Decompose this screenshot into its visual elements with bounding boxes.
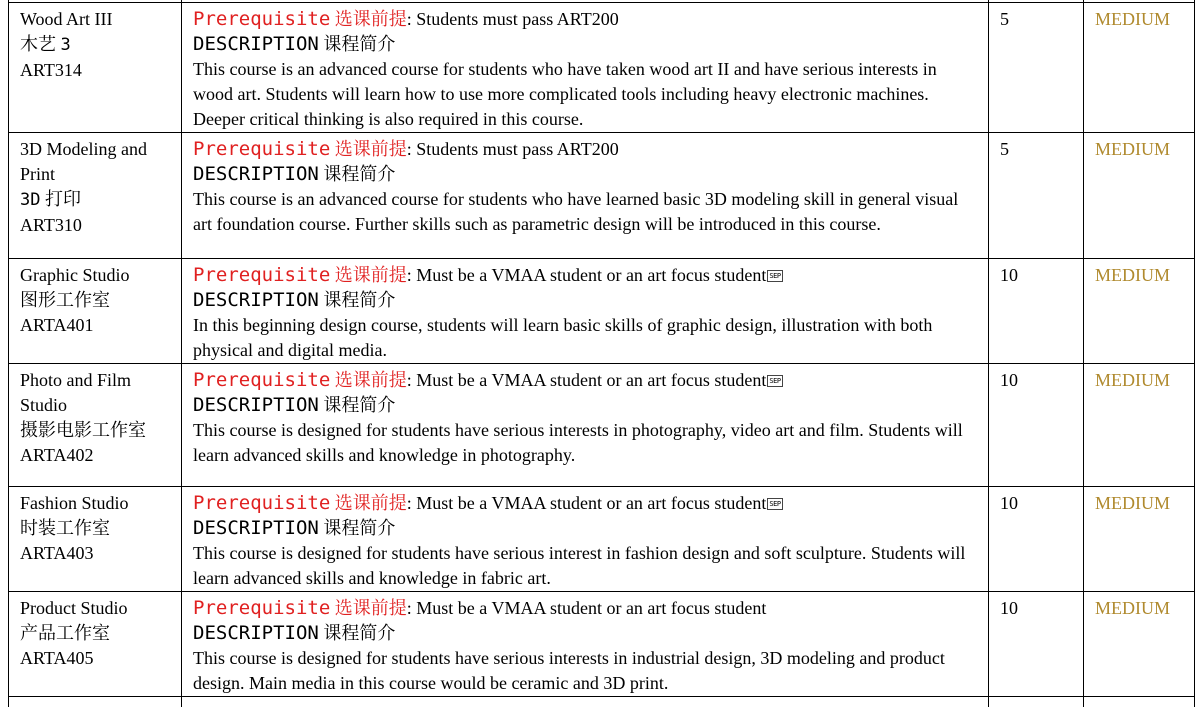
course-name-cell (9, 364, 182, 487)
course-name-en-cont: Studio (20, 393, 171, 418)
prerequisite-label-cn: 选课前提 (335, 493, 407, 513)
course-level: MEDIUM (1084, 487, 1195, 592)
course-name-cell (9, 259, 182, 364)
prerequisite-label: Prerequisite (193, 369, 330, 391)
description-heading: DESCRIPTION 课程简介 (193, 32, 978, 57)
prerequisite-text: : Must be a VMAA student or an art focus student (407, 598, 767, 618)
course-detail-cell (182, 364, 989, 487)
course-table (8, 0, 1195, 707)
course-code: ARTA405 (20, 646, 171, 671)
description-text: This course is designed for students have serious interests in industrial design, 3D modeling and product design. Main media in this course would be ceramic and 3D print. (193, 646, 978, 696)
prerequisite-line (193, 596, 978, 621)
course-detail-cell (182, 133, 989, 259)
sep-glyph-icon: SEP (767, 270, 782, 282)
course-detail-cell (182, 3, 989, 133)
course-name-cn: 摄影电影工作室 (20, 418, 171, 443)
course-name-cn: 3D 打印 (20, 187, 171, 213)
course-name-cn: 产品工作室 (20, 621, 171, 646)
prerequisite-label-cn: 选课前提 (335, 9, 407, 29)
course-name-cell (9, 3, 182, 133)
description-heading: DESCRIPTION 课程简介 (193, 621, 978, 646)
table-row (9, 364, 1195, 487)
course-name-en: Wood Art III (20, 7, 171, 32)
course-name-cell (9, 133, 182, 259)
prerequisite-label-cn: 选课前提 (335, 598, 407, 618)
description-heading: DESCRIPTION 课程简介 (193, 516, 978, 541)
prerequisite-label: Prerequisite (193, 138, 330, 160)
table-row-cut-bottom (9, 697, 1195, 707)
prerequisite-label: Prerequisite (193, 8, 330, 30)
course-name-cn: 木艺 3 (20, 32, 171, 58)
prerequisite-line (193, 368, 978, 393)
course-name-en-cont: Print (20, 162, 171, 187)
course-name-en: Graphic Studio (20, 263, 171, 288)
prerequisite-label: Prerequisite (193, 492, 330, 514)
prerequisite-line (193, 7, 978, 32)
prerequisite-text: : Students must pass ART200 (407, 9, 619, 29)
prerequisite-text: : Must be a VMAA student or an art focus student (407, 265, 767, 285)
description-heading: DESCRIPTION 课程简介 (193, 288, 978, 313)
description-text: This course is designed for students have serious interest in fashion design and soft sculpture. Students will learn advanced skills and knowledge in fabric art. (193, 541, 978, 591)
course-credits: 5 (989, 133, 1084, 259)
prerequisite-label: Prerequisite (193, 264, 330, 286)
course-name-cell (9, 592, 182, 697)
course-code: ARTA402 (20, 443, 171, 468)
prerequisite-text: : Students must pass ART200 (407, 139, 619, 159)
course-name-cn: 时装工作室 (20, 516, 171, 541)
course-level: MEDIUM (1084, 592, 1195, 697)
prerequisite-line (193, 491, 978, 516)
sep-glyph-icon: SEP (767, 375, 782, 387)
course-level: MEDIUM (1084, 133, 1195, 259)
course-credits: 10 (989, 364, 1084, 487)
table-row (9, 487, 1195, 592)
course-name-en: Product Studio (20, 596, 171, 621)
prerequisite-label-cn: 选课前提 (335, 370, 407, 390)
course-name-en: Fashion Studio (20, 491, 171, 516)
course-credits: 5 (989, 3, 1084, 133)
course-code: ARTA401 (20, 313, 171, 338)
prerequisite-line (193, 137, 978, 162)
description-text: This course is an advanced course for students who have taken wood art II and have serious interests in wood art. Students will learn how to use more complicated tools including heavy electronic machines. Deeper critical thinking is also required in this course. (193, 57, 978, 132)
table-row (9, 259, 1195, 364)
course-detail-cell (182, 487, 989, 592)
description-text: This course is an advanced course for students who have learned basic 3D modeling skill in general visual art foundation course. Further skills such as parametric design will be introduced in this course. (193, 187, 978, 237)
description-text: This course is designed for students have serious interests in photography, video art and film. Students will learn advanced skills and knowledge in photography. (193, 418, 978, 468)
sep-glyph-icon: SEP (767, 498, 782, 510)
table-row (9, 3, 1195, 133)
course-code: ARTA403 (20, 541, 171, 566)
course-credits: 10 (989, 487, 1084, 592)
prerequisite-line (193, 263, 978, 288)
course-code: ART314 (20, 58, 171, 83)
course-level: MEDIUM (1084, 259, 1195, 364)
prerequisite-label-cn: 选课前提 (335, 265, 407, 285)
description-heading: DESCRIPTION 课程简介 (193, 393, 978, 418)
course-credits: 10 (989, 259, 1084, 364)
course-code: ART310 (20, 213, 171, 238)
course-level: MEDIUM (1084, 364, 1195, 487)
prerequisite-label: Prerequisite (193, 597, 330, 619)
prerequisite-text: : Must be a VMAA student or an art focus student (407, 493, 767, 513)
prerequisite-text: : Must be a VMAA student or an art focus student (407, 370, 767, 390)
table-row (9, 133, 1195, 259)
course-name-en: 3D Modeling and (20, 137, 171, 162)
course-detail-cell (182, 259, 989, 364)
description-text: In this beginning design course, students will learn basic skills of graphic design, illustration with both physical and digital media. (193, 313, 978, 363)
prerequisite-label-cn: 选课前提 (335, 139, 407, 159)
course-detail-cell (182, 592, 989, 697)
course-name-cell (9, 487, 182, 592)
table-row (9, 592, 1195, 697)
description-heading: DESCRIPTION 课程简介 (193, 162, 978, 187)
course-name-en: Photo and Film (20, 368, 171, 393)
course-credits: 10 (989, 592, 1084, 697)
course-level: MEDIUM (1084, 3, 1195, 133)
course-name-cn: 图形工作室 (20, 288, 171, 313)
